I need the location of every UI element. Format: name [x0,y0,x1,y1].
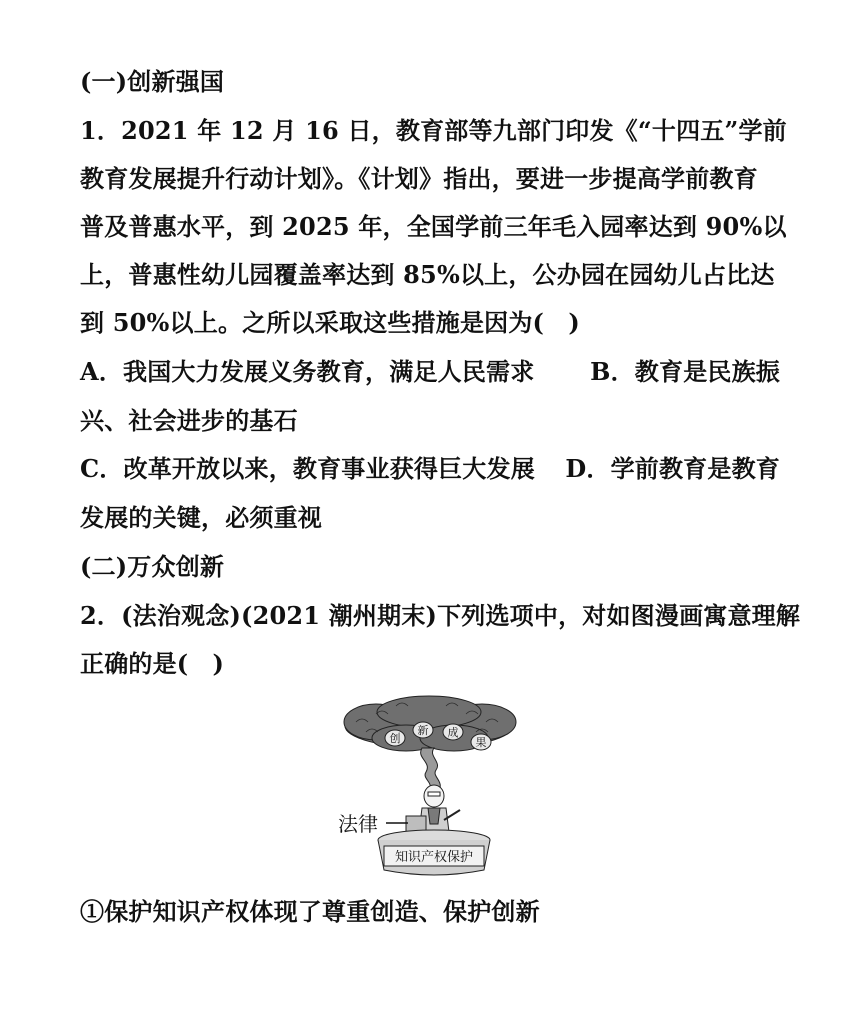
option-c: C．改革开放以来，教育事业获得巨大发展 [80,454,535,483]
question-1-line-2: 教育发展提升行动计划》。《计划》指出，要进一步提高学前教育 [80,164,758,193]
question-1-line-5: 到 50%以上。之所以采取这些措施是因为( ) [80,308,580,337]
fruit-label-2: 新 [417,724,429,737]
option-d: D．学前教育是教育 [565,454,780,483]
option-a: A．我国大力发展义务教育，满足人民需求 [80,357,535,386]
question-2-line-1: 2．(法治观念)(2021 潮州期末)下列选项中，对如图漫画寓意理解 [80,601,801,630]
question-1-line-4: 上，普惠性幼儿园覆盖率达到 85%以上，公办园在园幼儿占比达 [80,260,775,289]
fruit-label-4: 果 [475,736,487,749]
law-label: 法律 [338,812,378,836]
question-1-line-1: 1．2021 年 12 月 16 日，教育部等九部门印发《“十四五”学前 [80,116,787,145]
fruit-label-3: 成 [447,726,459,739]
fruit-label-1: 创 [389,732,401,745]
question-1-options-ab [80,348,780,396]
statement-1: ①保护知识产权体现了尊重创造、保护创新 [80,897,540,926]
section-heading-1: (一)创新强国 [80,67,225,96]
section-heading-2: (二)万众创新 [80,552,225,581]
option-b: B．教育是民族振 [590,357,780,386]
tree-trunk [421,748,441,788]
question-1-options-cd [80,445,780,493]
pot-label: 知识产权保护 [394,850,474,865]
question-1-line-3: 普及普惠水平，到 2025 年，全国学前三年毛入园率达到 90%以 [80,212,787,241]
innovation-tree-cartoon [336,692,522,878]
option-b-continued: 兴、社会进步的基石 [80,406,298,435]
question-2-line-2: 正确的是( ) [80,649,225,678]
option-d-continued: 发展的关键，必须重视 [80,503,322,532]
